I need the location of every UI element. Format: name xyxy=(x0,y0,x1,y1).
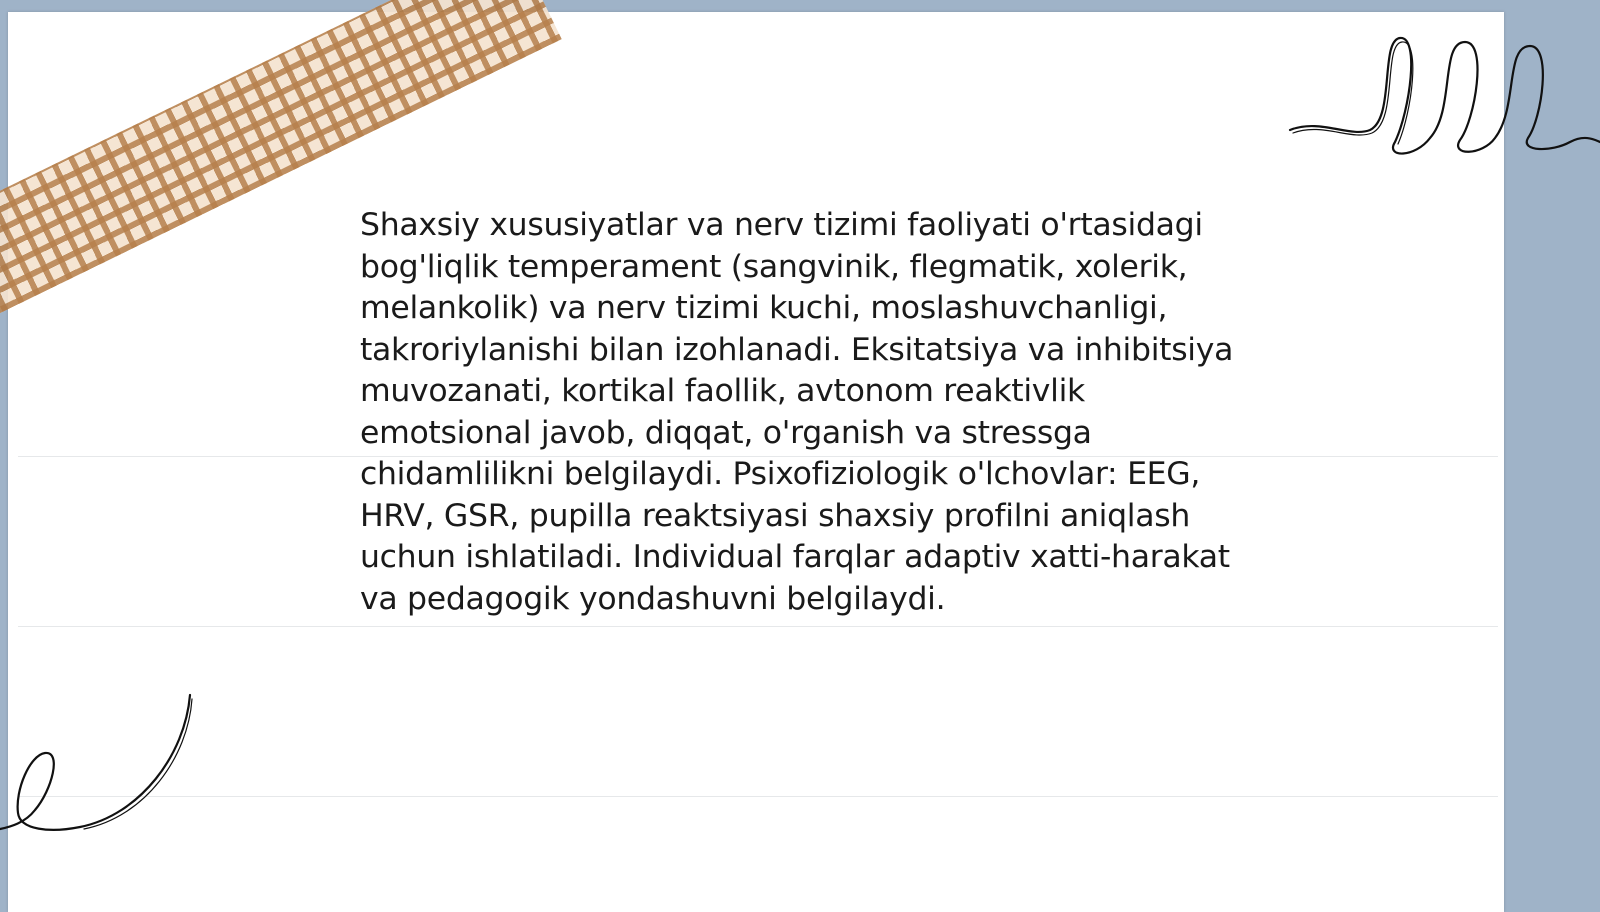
ruled-line xyxy=(18,626,1498,627)
loops-doodle-icon xyxy=(1290,30,1600,170)
ruled-line xyxy=(18,796,1498,797)
slide-body-text: Shaxsiy xususiyatlar va nerv tizimi faoliyati o'rtasidagi bog'liqlik temperament (sangvinik, flegmatik, xolerik, melankolik) va nerv tizimi kuchi, moslashuvchanligi, takroriylanishi bilan izohlanadi. Eksitatsiya va inhibitsiya muvozanati, kortikal faollik, avtonom reaktivlik emotsional javob, diqqat, o'rganish va stressga chidamlilikni belgilaydi. Psixofiziologik o'lchovlar: EEG, HRV, GSR, pupilla reaktsiyasi shaxsiy profilni aniqlash uchun ishlatiladi. Individual farqlar adaptiv xatti-harakat va pedagogik yondashuvni belgilaydi. xyxy=(360,207,1234,617)
swirl-doodle-icon xyxy=(0,695,200,855)
